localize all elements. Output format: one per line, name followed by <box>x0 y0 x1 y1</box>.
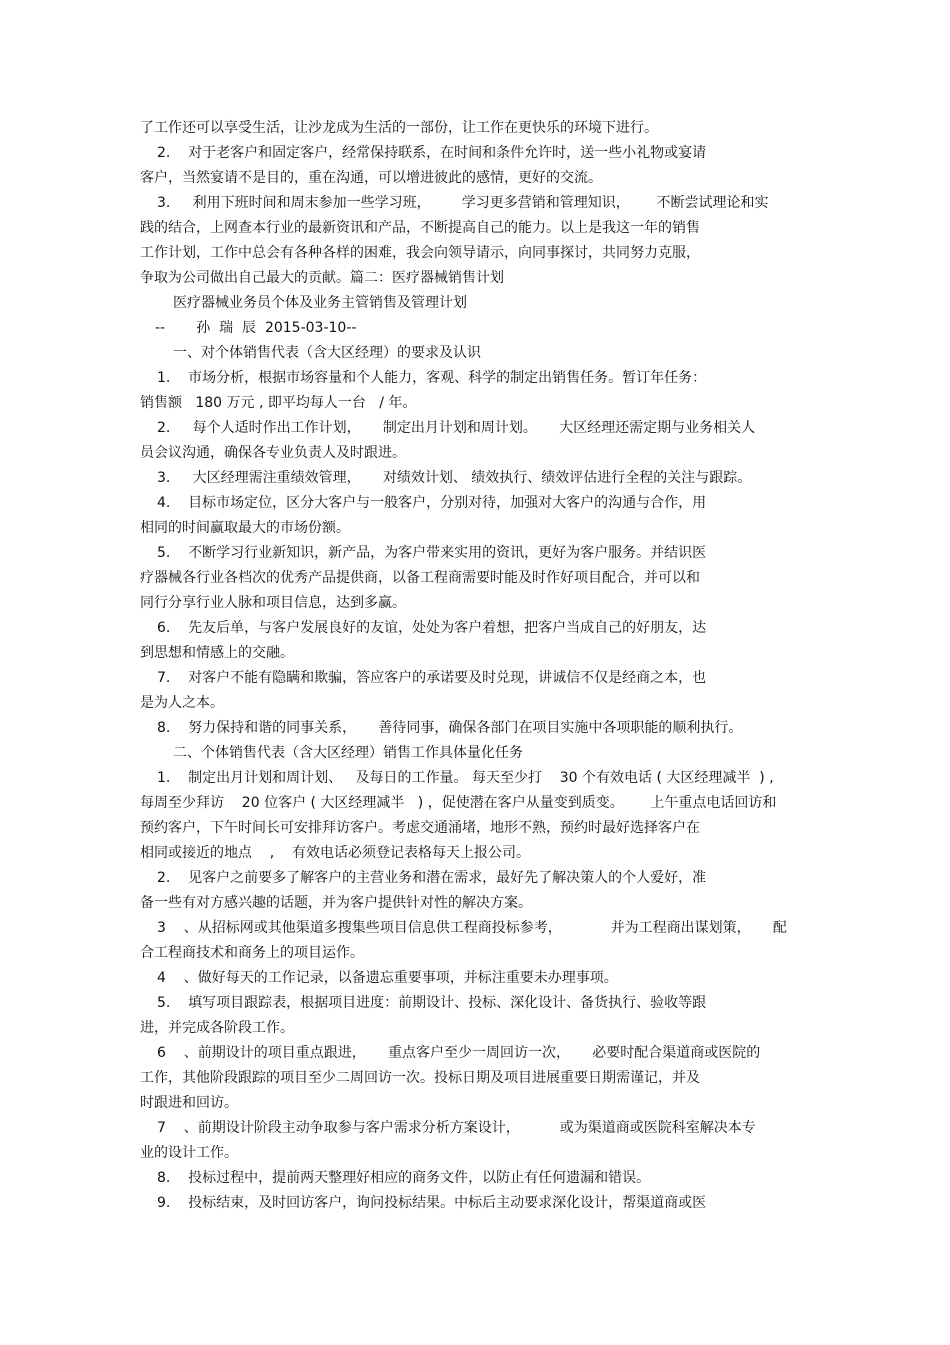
text-line: 1. 市场分析，根据市场容量和个人能力，客观、科学的制定出销售任务。暂订年任务： <box>157 370 707 386</box>
text-line: 4 、做好每天的工作记录，以备遗忘重要事项，并标注重要未办理事项。 <box>157 970 618 986</box>
text-line: 员会议沟通，确保各专业负责人及时跟进。 <box>140 445 406 461</box>
text-line: 8. 投标过程中，提前两天整理好相应的商务文件，以防止有任何遗漏和错误。 <box>157 1170 651 1186</box>
text-line: 业的设计工作。 <box>140 1145 238 1161</box>
text-line: 践的结合，上网查本行业的最新资讯和产品，不断提高自己的能力。以上是我这一年的销售 <box>140 220 700 236</box>
text-line: 相同或接近的地点 , 有效电话必须登记表格每天上报公司。 <box>140 845 531 861</box>
text-line: 了工作还可以享受生活，让沙龙成为生活的一部份，让工作在更快乐的环境下进行。 <box>140 120 658 136</box>
text-line: 2. 对于老客户和固定客户，经常保持联系，在时间和条件允许时，送一些小礼物或宴请 <box>157 145 707 161</box>
text-line: 合工程商技术和商务上的项目运作。 <box>140 945 364 961</box>
text-line: 到思想和情感上的交融。 <box>140 645 294 661</box>
text-line: 7 、前期设计阶段主动争取参与客户需求分析方案设计， 或为渠道商或医院科室解决本专 <box>157 1120 756 1136</box>
text-line: 疗器械各行业各档次的优秀产品提供商，以备工程商需要时能及时作好项目配合，并可以和 <box>140 570 700 586</box>
text-line: 预约客户，下午时间长可安排拜访客户。考虑交通涌堵，地形不熟，预约时最好选择客户在 <box>140 820 700 836</box>
text-line: 进，并完成各阶段工作。 <box>140 1020 294 1036</box>
text-line: 6 、前期设计的项目重点跟进， 重点客户至少一周回访一次， 必要时配合渠道商或医院的 <box>157 1045 761 1061</box>
text-line: 2. 见客户之前要多了解客户的主营业务和潜在需求，最好先了解决策人的个人爱好，准 <box>157 870 707 886</box>
text-line: 1. 制定出月计划和周计划、 及每日的工作量。 每天至少打 30 个有效电话 ( 大区经理减半 ) , <box>157 770 774 786</box>
text-line: 5. 不断学习行业新知识，新产品，为客户带来实用的资讯，更好为客户服务。并结识医 <box>157 545 707 561</box>
text-line: 时跟进和回访。 <box>140 1095 238 1111</box>
text-line: 一、对个体销售代表（含大区经理）的要求及认识 <box>173 345 481 361</box>
text-line: 是为人之本。 <box>140 695 224 711</box>
text-line: 相同的时间赢取最大的市场份额。 <box>140 520 350 536</box>
text-line: 医疗器械业务员个体及业务主管销售及管理计划 <box>173 295 467 311</box>
text-line: 同行分享行业人脉和项目信息，达到多赢。 <box>140 595 406 611</box>
text-line: 2. 每个人适时作出工作计划， 制定出月计划和周计划。 大区经理还需定期与业务相关人 <box>157 420 756 436</box>
text-line: 争取为公司做出自己最大的贡献。篇二：医疗器械销售计划 <box>140 270 504 286</box>
text-line: 7. 对客户不能有隐瞒和欺骗，答应客户的承诺要及时兑现，讲诚信不仅是经商之本，也 <box>157 670 707 686</box>
text-line: 二、个体销售代表（含大区经理）销售工作具体量化任务 <box>173 745 523 761</box>
text-line: 客户，当然宴请不是目的，重在沟通，可以增进彼此的感情，更好的交流。 <box>140 170 602 186</box>
text-line: 4. 目标市场定位，区分大客户与一般客户，分别对待，加强对大客户的沟通与合作，用 <box>157 495 707 511</box>
text-line: 3. 利用下班时间和周末参加一些学习班， 学习更多营销和管理知识， 不断尝试理论和实 <box>157 195 769 211</box>
text-line: 8. 努力保持和谐的同事关系， 善待同事，确保各部门在项目实施中各项职能的顺利执行。 <box>157 720 743 736</box>
text-line: 3. 大区经理需注重绩效管理， 对绩效计划、 绩效执行、绩效评估进行全程的关注与跟踪。 <box>157 470 752 486</box>
text-line: 工作，其他阶段跟踪的项目至少二周回访一次。投标日期及项目进展重要日期需谨记，并及 <box>140 1070 700 1086</box>
text-line: 3 、从招标网或其他渠道多搜集些项目信息供工程商投标参考， 并为工程商出谋划策， 配 <box>157 920 787 936</box>
text-line: 5. 填写项目跟踪表，根据项目进度：前期设计、投标、深化设计、备货执行、验收等跟 <box>157 995 707 1011</box>
text-line: 6. 先友后单，与客户发展良好的友谊，处处为客户着想，把客户当成自己的好朋友，达 <box>157 620 707 636</box>
text-line: -- 孙 瑞 辰 2015-03-10-- <box>155 320 357 336</box>
text-line: 每周至少拜访 20 位客户 ( 大区经理减半 ) ，促使潜在客户从量变到质变。 上午重点电话回访和 <box>140 795 777 811</box>
text-line: 工作计划，工作中总会有各种各样的困难，我会向领导请示，向同事探讨，共同努力克服， <box>140 245 700 261</box>
text-line: 9. 投标结束，及时回访客户，询问投标结果。中标后主动要求深化设计，帮渠道商或医 <box>157 1195 707 1211</box>
text-line: 备一些有对方感兴趣的话题，并为客户提供针对性的解决方案。 <box>140 895 532 911</box>
text-line: 销售额 180 万元 , 即平均每人一台 / 年。 <box>140 395 417 411</box>
